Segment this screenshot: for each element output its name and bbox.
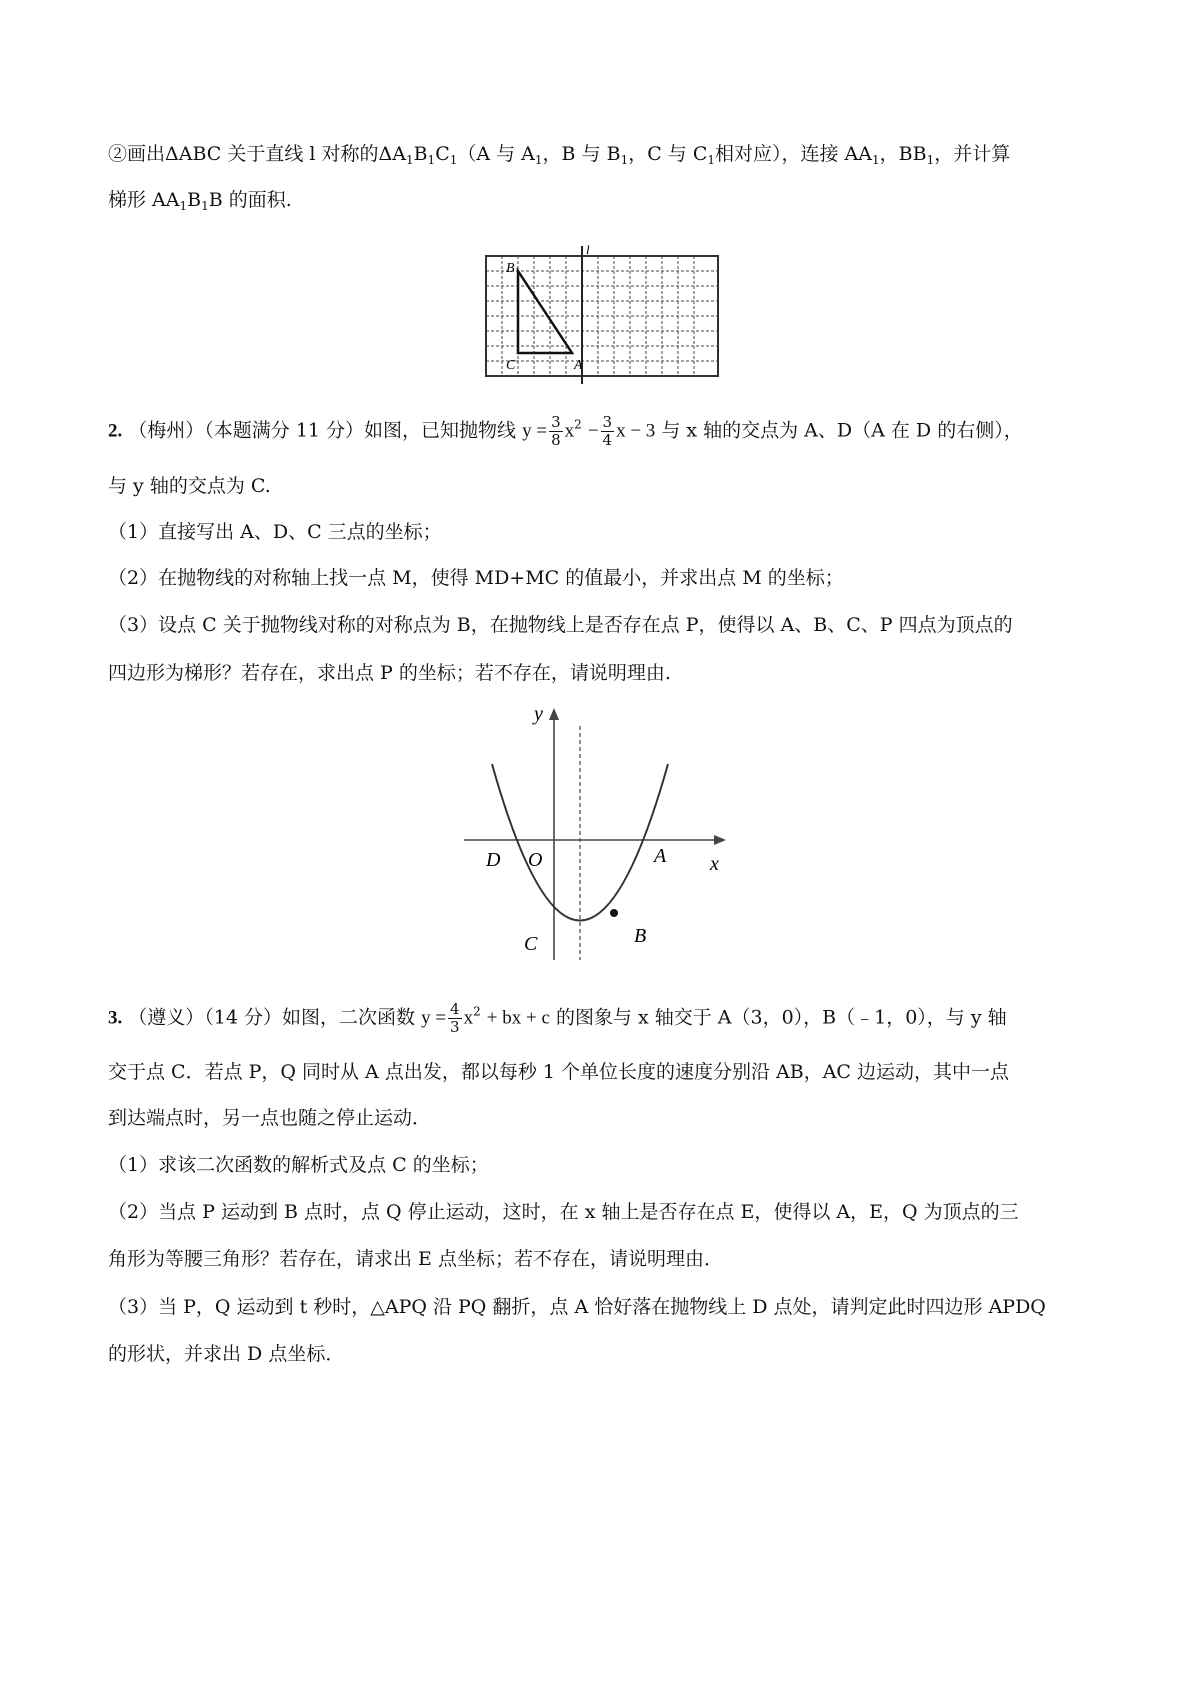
q3-part2-line1: （2）当点 P 运动到 B 点时，点 Q 停止运动，这时，在 x 轴上是否存在点 E，使得以 A，E，Q 为顶点的三 xyxy=(108,1201,1019,1223)
q3-part1: （1）求该二次函数的解析式及点 C 的坐标； xyxy=(108,1154,489,1176)
denominator: 3 xyxy=(450,1018,460,1036)
subscript: 1 xyxy=(405,153,414,167)
fraction xyxy=(601,414,615,449)
x-axis-arrow xyxy=(714,835,726,845)
q2-part2: （2）在抛物线的对称轴上找一点 M，使得 MD+MC 的值最小，并求出点 M 的坐标； xyxy=(108,567,844,589)
q3-line1 xyxy=(108,1001,1098,1036)
label-o: O xyxy=(528,849,543,871)
triangle-abc xyxy=(518,271,572,353)
text: （遵义）（14 分）如图，二次函数 xyxy=(128,1006,416,1029)
q3-line3: 到达端点时，另一点也随之停止运动． xyxy=(108,1107,432,1129)
grid-triangle-figure xyxy=(482,244,724,392)
superscript: 2 xyxy=(574,417,582,432)
equation-part: x xyxy=(564,420,575,442)
text: B xyxy=(413,143,428,165)
fraction xyxy=(448,1001,462,1036)
denominator: 4 xyxy=(602,431,613,449)
q3-part3-line1: （3）当 P，Q 运动到 t 秒时，△APQ 沿 PQ 翻折，点 A 恰好落在抛物线上 D 点处，请判定此时四边形 APDQ xyxy=(108,1296,1046,1318)
text: ②画出ΔABC 关于直线 l 对称的ΔA xyxy=(108,143,406,165)
q1-part2-line2 xyxy=(108,186,1098,214)
fraction xyxy=(549,414,563,449)
text: 梯形 AA xyxy=(108,189,180,211)
subscript: 1 xyxy=(707,153,715,167)
numerator: 3 xyxy=(602,413,613,431)
label-c: C xyxy=(524,933,538,955)
text: ，C 与 C xyxy=(628,143,708,165)
equation-part: − xyxy=(587,420,599,442)
text: C xyxy=(435,143,450,165)
label-a: A xyxy=(574,358,583,373)
subscript: 1 xyxy=(926,153,935,167)
label-l: l xyxy=(586,244,590,257)
text: B 的面积. xyxy=(208,189,292,211)
text: ，B 与 B xyxy=(542,143,621,165)
subscript: 1 xyxy=(449,153,458,167)
label-x: x xyxy=(710,853,719,875)
equation-part: + bx + c xyxy=(486,1007,550,1029)
question-number: 3. xyxy=(108,1007,123,1029)
q2-part3-line1: （3）设点 C 关于抛物线对称的对称点为 B，在抛物线上是否存在点 P，使得以 A、B、C、P 四点为顶点的 xyxy=(108,614,1013,636)
q2-part1: （1）直接写出 A、D、C 三点的坐标； xyxy=(108,521,442,543)
numerator: 4 xyxy=(450,1000,460,1018)
equation-part: y = xyxy=(421,1007,447,1029)
q2-line1 xyxy=(108,414,1098,449)
q2-line2: 与 y 轴的交点为 C. xyxy=(108,475,271,497)
text: 相对应），连接 AA xyxy=(715,143,872,165)
equation-part: x xyxy=(463,1007,474,1029)
label-a: A xyxy=(654,845,667,867)
denominator: 8 xyxy=(551,431,561,449)
text: （A 与 A xyxy=(457,143,535,165)
y-axis-arrow xyxy=(549,708,559,720)
label-c: C xyxy=(506,358,516,373)
label-y: y xyxy=(534,703,543,725)
question-number: 2. xyxy=(108,420,123,442)
point-b xyxy=(610,909,618,917)
subscript: 1 xyxy=(534,153,543,167)
equation-part: y = xyxy=(522,420,548,442)
text: B xyxy=(187,189,202,211)
label-b: B xyxy=(634,925,647,947)
q3-line2: 交于点 C．若点 P，Q 同时从 A 点出发，都以每秒 1 个单位长度的速度分别沿 AB，AC 边运动，其中一点 xyxy=(108,1061,1010,1083)
subscript: 1 xyxy=(871,153,880,167)
superscript: 2 xyxy=(473,1004,481,1019)
subscript: 1 xyxy=(620,153,629,167)
text: （梅州）（本题满分 11 分）如图，已知抛物线 xyxy=(128,419,517,442)
q2-part3-line2: 四边形为梯形？若存在，求出点 P 的坐标；若不存在，请说明理由. xyxy=(108,662,671,684)
q3-part3-line2: 的形状，并求出 D 点坐标． xyxy=(108,1343,345,1365)
text: ，并计算 xyxy=(934,143,1011,165)
text: 与 x 轴的交点为 A、D（A 在 D 的右侧）， xyxy=(661,419,1023,442)
subscript: 1 xyxy=(201,199,209,213)
label-b: B xyxy=(506,261,515,276)
subscript: 1 xyxy=(179,199,188,213)
text: ，BB xyxy=(879,143,927,165)
q3-part2-line2: 角形为等腰三角形？若存在，请求出 E 点坐标；若不存在，请说明理由． xyxy=(108,1248,723,1270)
label-d: D xyxy=(486,849,501,871)
parabola-figure xyxy=(462,702,734,964)
subscript: 1 xyxy=(427,153,436,167)
q1-part2-line1 xyxy=(108,140,1098,168)
text: 的图象与 x 轴交于 A（3，0），B（﹣1，0），与 y 轴 xyxy=(555,1006,1007,1029)
numerator: 3 xyxy=(551,413,561,431)
equation-part: x − 3 xyxy=(616,420,656,442)
